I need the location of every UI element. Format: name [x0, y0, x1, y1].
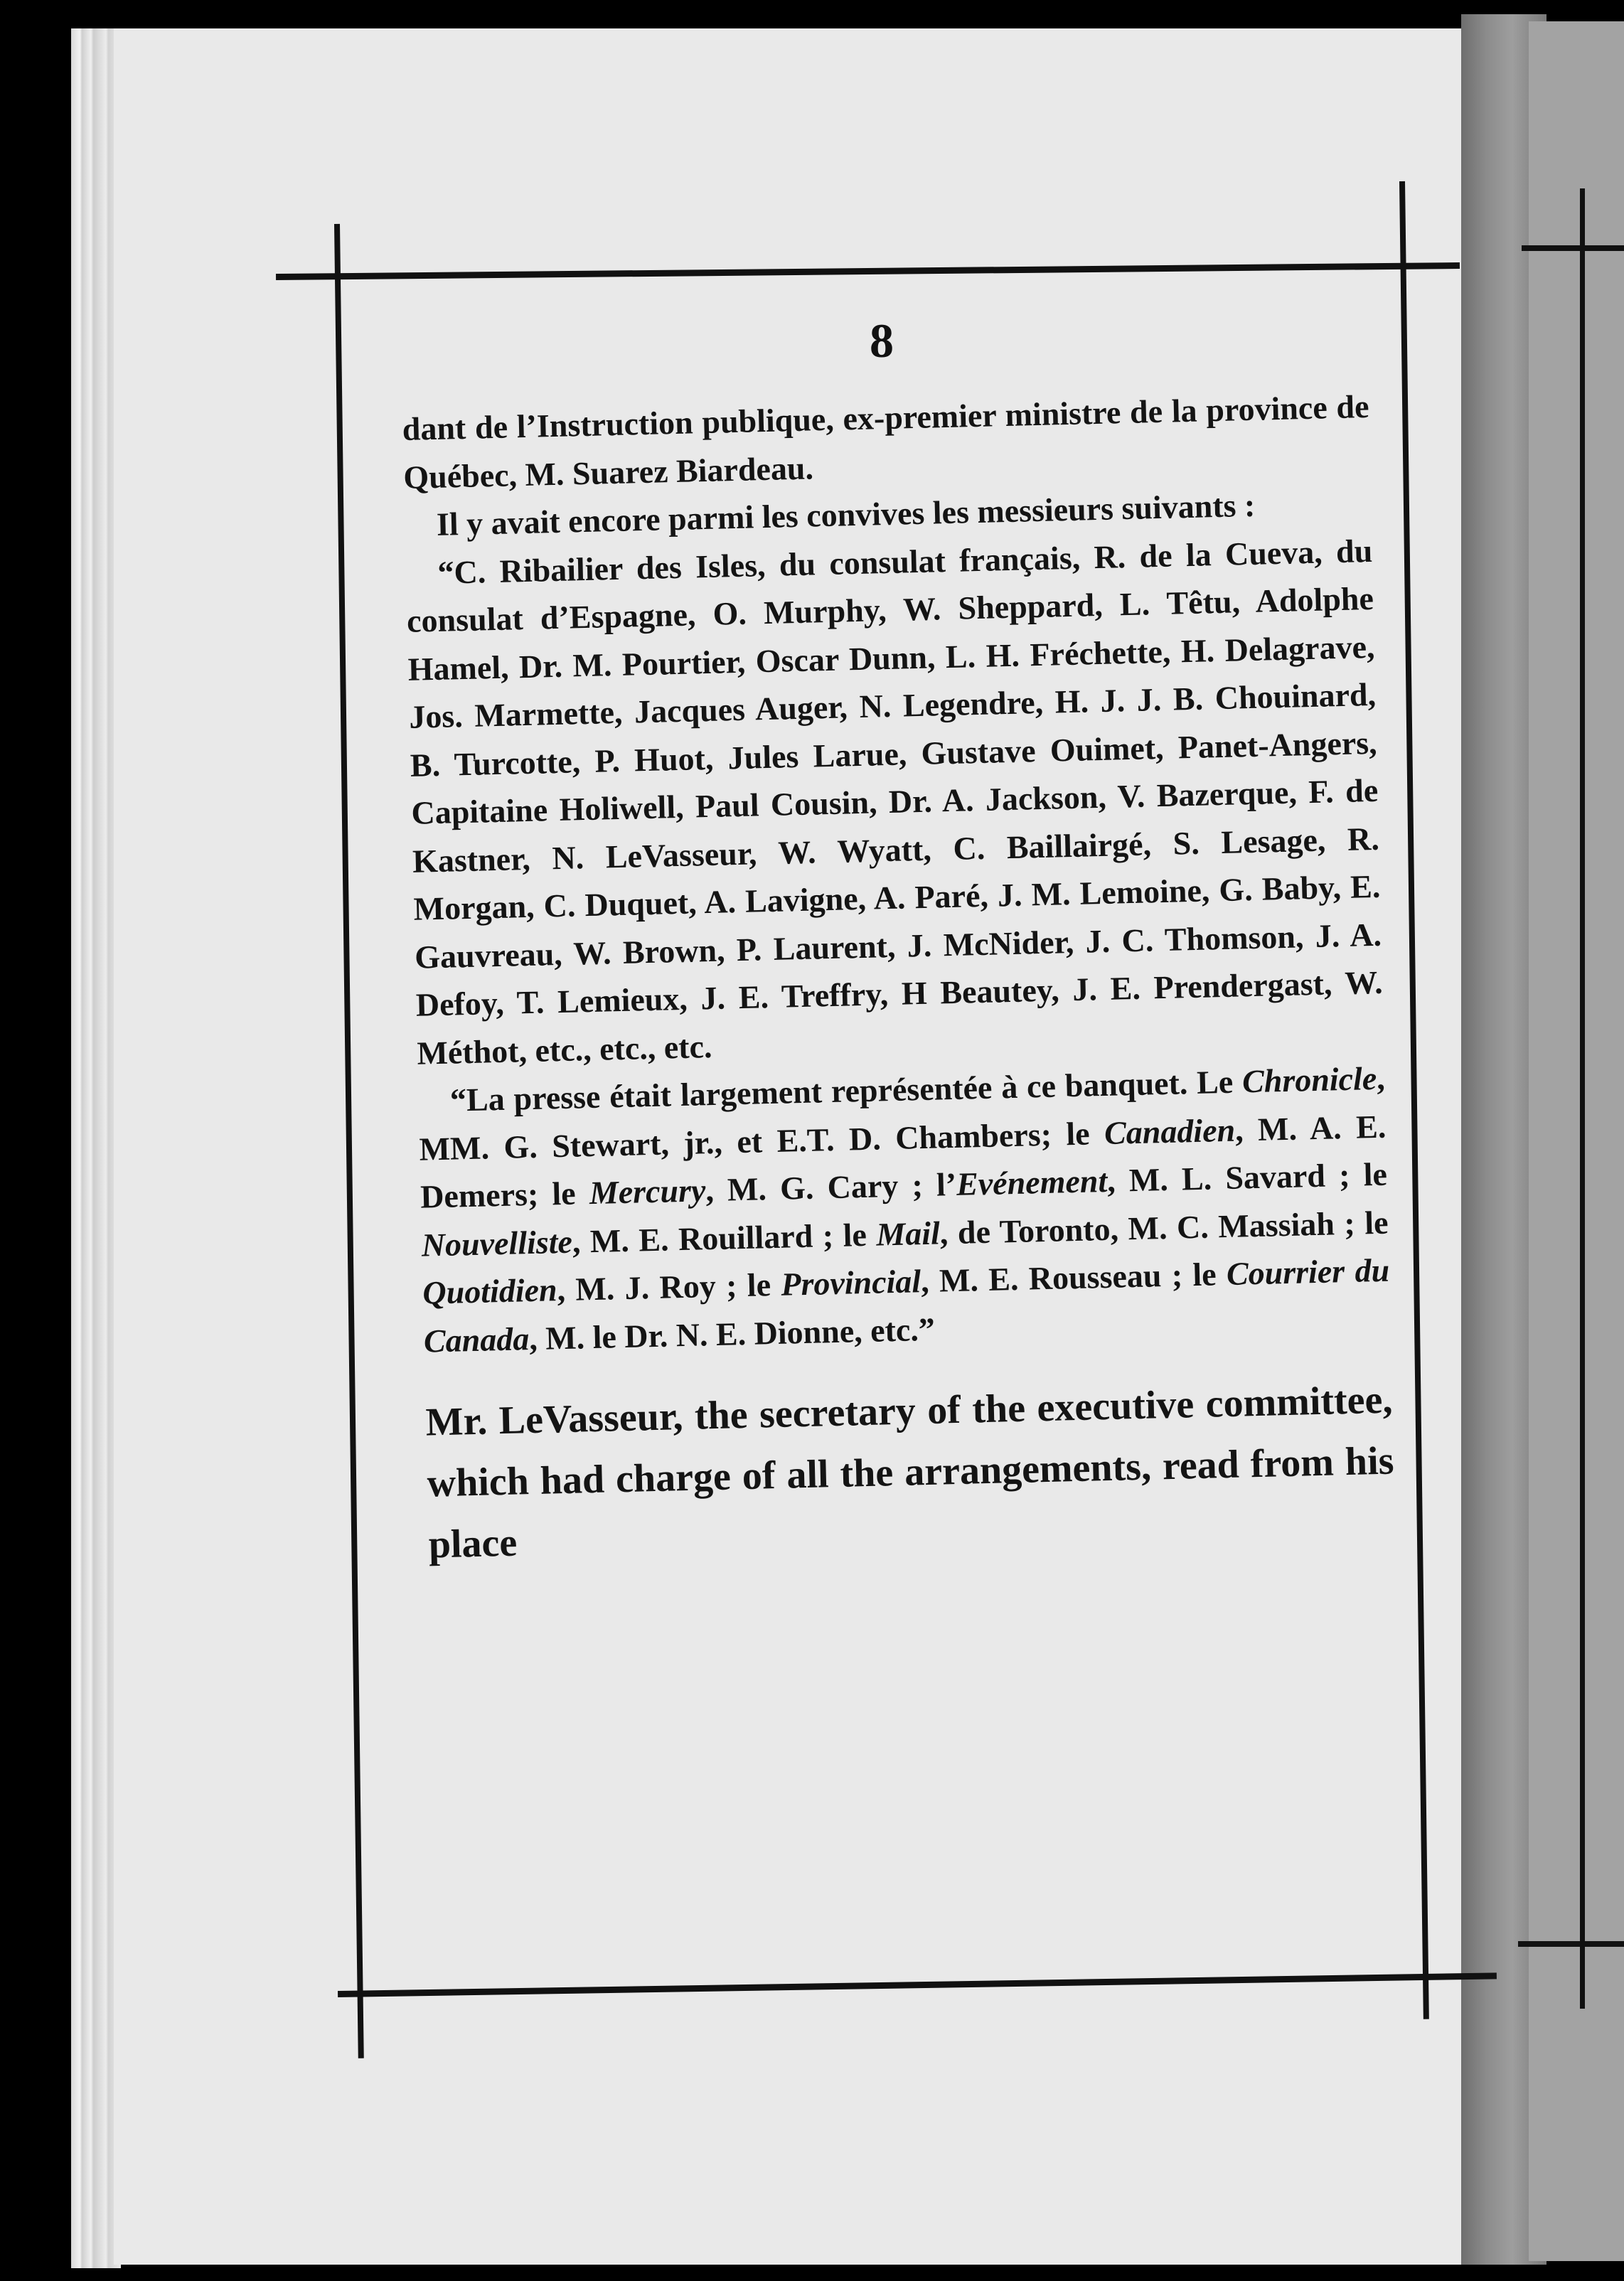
paragraph-text: Il y avait encore parmi les convives les messieurs suivants :	[436, 486, 1256, 543]
paragraph-text: , M. E. Rousseau ; le	[920, 1256, 1227, 1300]
newspaper-title: Mercury	[589, 1172, 706, 1212]
paragraph-text: “C. Ribailier des Isles, du consulat français, R. de la Cueva, du consulat d’Espagne, O. Murphy, W. Sheppard, L. Têtu, Adolphe Hamel, Dr. M. Pourtier, Oscar Dunn, L. H. Fréchette, H. Delagrave, Jos. Marmette, Jacques Auger, N. Legendre, H. J. J. B. Chouinard, B. Turcotte, P. Huot, Jules Larue, Gustave Ouimet, Panet-Angers, Capitaine Holiwell, Paul Cousin, Dr. A. Jackson, V. Bazerque, F. de Kastner, N. LeVasseur, W. Wyatt, C. Baillairgé, S. Lesage, R. Morgan, C. Duquet, A. Lavigne, A. Paré, J. M. Lemoine, G. Baby, E. Gauvreau, W. Brown, P. Laurent, J. McNider, J. C. Thomson, J. A. Defoy, T. Lemieux, J. E. Treffry, H Beautey, J. E. Prendergast, W. Méthot, etc., etc., etc.	[406, 532, 1384, 1072]
paragraph-text: , de Toronto, M. C. Massiah ; le	[939, 1204, 1389, 1251]
paragraph-press	[417, 1054, 1391, 1365]
next-page-bottom-rule	[1518, 1941, 1624, 1947]
body-text	[402, 383, 1396, 1576]
paragraph-text: , M. L. Savard ; le	[1106, 1155, 1388, 1199]
newspaper-title: Provincial	[780, 1263, 921, 1303]
newspaper-title: Mail	[875, 1214, 941, 1253]
english-paragraph-text: Mr. LeVasseur, the secretary of the executive committee, which had charge of all the arrangements, read from his place	[424, 1377, 1395, 1567]
next-page-edge	[1529, 21, 1624, 2261]
newspaper-title: Canadien	[1104, 1111, 1236, 1151]
newspaper-title: Chronicle	[1241, 1059, 1377, 1100]
paragraph-text: , M. le Dr. N. E. Dionne, etc.”	[528, 1310, 936, 1357]
paragraph-text: , MM. G. Stewart, jr., et E.T. D. Chambers; le	[419, 1059, 1386, 1168]
french-text	[402, 383, 1391, 1365]
english-paragraph	[425, 1369, 1396, 1576]
paragraph-text: , M. A. E. Demers; le	[420, 1108, 1387, 1215]
paragraph-guest-list	[405, 526, 1384, 1077]
paragraph-text: “La presse était largement représentée à ce banquet. Le	[449, 1063, 1243, 1118]
newspaper-title: Nouvelliste	[421, 1223, 573, 1264]
paragraph-text: , M. G. Cary ; l’	[705, 1165, 957, 1209]
page-number: 8	[870, 314, 894, 368]
next-page-top-rule	[1522, 245, 1624, 251]
next-page-right-rule	[1580, 188, 1585, 2009]
newspaper-title: Quotidien	[422, 1271, 558, 1311]
newspaper-title: Courrier du Canada	[423, 1251, 1390, 1359]
newspaper-title: Evénement	[956, 1162, 1108, 1202]
paragraph-text: , M. J. Roy ; le	[556, 1266, 781, 1308]
paragraph-text: dant de l’Instruction publique, ex-premier ministre de la province de Québec, M. Suarez Biardeau.	[402, 388, 1370, 496]
paragraph-text: , M. E. Rouillard ; le	[572, 1216, 877, 1260]
